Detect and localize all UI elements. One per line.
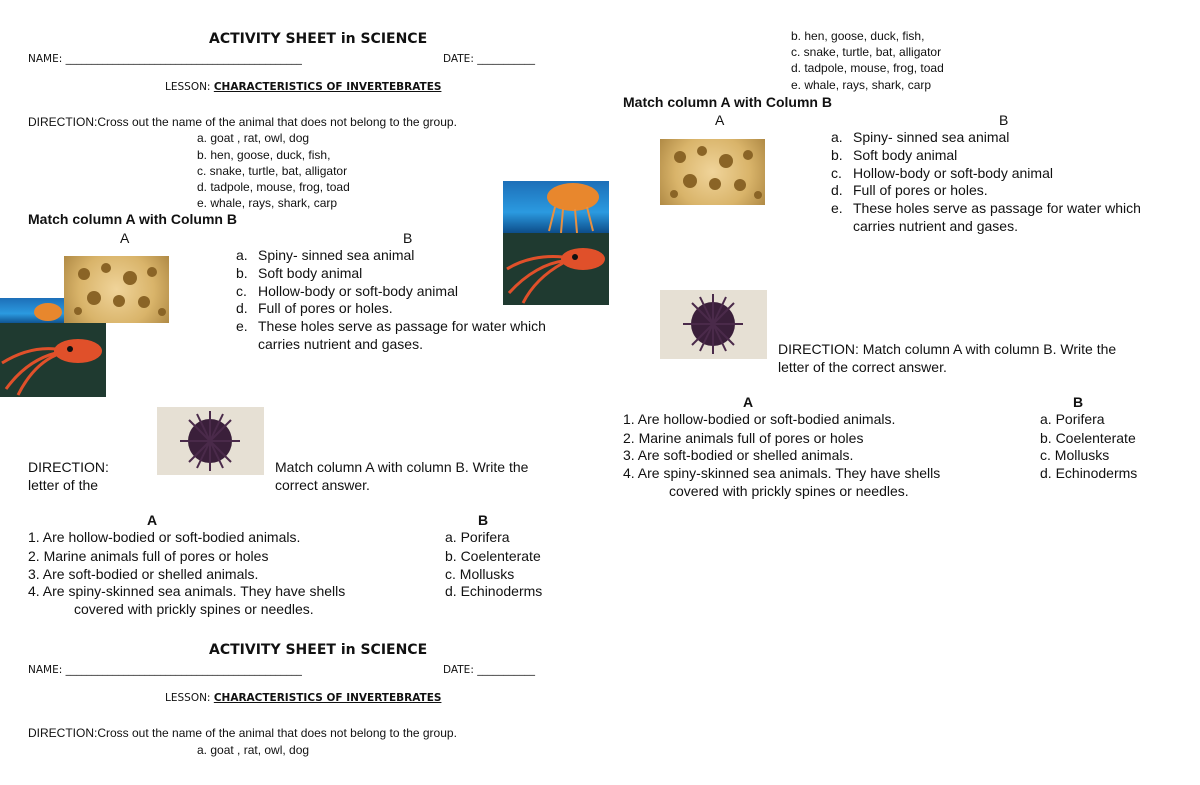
table-b-b: b. Coelenterate — [445, 548, 541, 564]
r-match-item-c — [831, 165, 1053, 181]
group-a: a. goat , rat, owl, dog — [197, 131, 310, 145]
table-b-a: a. Porifera — [445, 529, 510, 545]
direction-cross-out: DIRECTION:Cross out the name of the animal that does not belong to the group. — [28, 115, 457, 129]
r-match-item-a — [831, 129, 1009, 145]
lesson-title: CHARACTERISTICS OF INVERTEBRATES — [213, 692, 442, 704]
r-table-col-a: A — [743, 394, 754, 410]
r-table-b-c: c. Mollusks — [1040, 447, 1110, 463]
name-field[interactable]: NAME: _____________________________________________ — [28, 53, 302, 65]
match-item-d — [236, 300, 393, 316]
r-match-heading: Match column A with Column B — [623, 94, 832, 110]
text: These holes serve as passage for water which — [258, 318, 546, 334]
jellyfish-image — [0, 298, 66, 324]
match-item-e-cont: carries nutrient and gases. — [258, 336, 423, 352]
table-col-b: B — [478, 512, 489, 528]
letter: c. — [236, 283, 247, 299]
date-field[interactable]: DATE: ___________ — [443, 53, 535, 65]
letter: b. — [236, 265, 248, 281]
lesson-prefix: LESSON: — [165, 81, 211, 93]
sea-urchin-image — [157, 407, 264, 475]
r-match-item-b — [831, 147, 957, 163]
text: Full of pores or holes. — [258, 300, 393, 316]
lesson-prefix: LESSON: — [165, 692, 211, 704]
r-table-b-d: d. Echinoderms — [1040, 465, 1138, 481]
lesson-line — [165, 81, 441, 93]
r-table-a-3: 3. Are soft-bodied or shelled animals. — [623, 447, 854, 463]
match-item-a — [236, 247, 414, 263]
table-a-4-cont: covered with prickly spines or needles. — [74, 601, 314, 617]
date-field-2[interactable]: DATE: ___________ — [443, 664, 535, 676]
r-match-item-e-cont: carries nutrient and gases. — [853, 218, 1018, 234]
r-sponge-image — [660, 139, 765, 205]
text: Spiny- sinned sea animal — [258, 247, 415, 263]
r-table-a-1: 1. Are hollow-bodied or soft-bodied animals. — [623, 411, 896, 427]
direction-match-right-2: correct answer. — [275, 477, 370, 493]
text: Hollow-body or soft-body animal — [258, 283, 458, 299]
name-field-2[interactable]: NAME: _____________________________________________ — [28, 664, 302, 676]
r-group-b: b. hen, goose, duck, fish, — [791, 29, 925, 43]
match-item-b — [236, 265, 362, 281]
text: These holes serve as passage for water which — [853, 200, 1141, 216]
letter: a. — [236, 247, 248, 263]
sponge-image — [64, 256, 169, 323]
text: Full of pores or holes. — [853, 182, 988, 198]
table-a-2: 2. Marine animals full of pores or holes — [28, 548, 269, 564]
r-table-a-4-cont: covered with prickly spines or needles. — [669, 483, 909, 499]
text: Soft body animal — [258, 265, 363, 281]
group-e: e. whale, rays, shark, carp — [197, 196, 338, 210]
direction-match-left-2: letter of the — [28, 477, 99, 493]
r-group-c: c. snake, turtle, bat, alligator — [791, 45, 942, 59]
r-table-col-b: B — [1073, 394, 1084, 410]
text: Soft body animal — [853, 147, 958, 163]
r-col-a-label: A — [715, 112, 725, 128]
direction-match-left: DIRECTION: — [28, 459, 109, 475]
r-col-b-label: B — [999, 112, 1009, 128]
direction-match-right: Match column A with column B. Write the — [275, 459, 529, 475]
squid-image — [0, 323, 106, 397]
r-direction-match: DIRECTION: Match column A with column B. Write the — [778, 341, 1117, 357]
group-c: c. snake, turtle, bat, alligator — [197, 164, 348, 178]
letter: b. — [831, 147, 843, 163]
direction-cross-out-2: DIRECTION:Cross out the name of the animal that does not belong to the group. — [28, 726, 457, 740]
text: Spiny- sinned sea animal — [853, 129, 1010, 145]
r-match-item-d — [831, 182, 988, 198]
r-table-a-4: 4. Are spiny-skinned sea animals. They have shells — [623, 465, 941, 481]
r-direction-match-2: letter of the correct answer. — [778, 359, 947, 375]
group-a-2: a. goat , rat, owl, dog — [197, 743, 310, 757]
squid-image-2 — [503, 233, 609, 305]
group-d: d. tadpole, mouse, frog, toad — [197, 180, 350, 194]
letter: d. — [831, 182, 843, 198]
match-item-c — [236, 283, 458, 299]
table-b-d: d. Echinoderms — [445, 583, 543, 599]
table-a-3: 3. Are soft-bodied or shelled animals. — [28, 566, 259, 582]
col-a-label: A — [120, 230, 130, 246]
match-item-e — [236, 318, 546, 334]
match-heading: Match column A with Column B — [28, 211, 237, 227]
r-sea-urchin-image — [660, 290, 767, 359]
r-table-a-2: 2. Marine animals full of pores or holes — [623, 430, 864, 446]
lesson-title: CHARACTERISTICS OF INVERTEBRATES — [213, 81, 442, 93]
r-group-d: d. tadpole, mouse, frog, toad — [791, 61, 944, 75]
sheet-title: ACTIVITY SHEET in SCIENCE — [209, 31, 428, 47]
sheet-title-2: ACTIVITY SHEET in SCIENCE — [209, 642, 428, 658]
letter: e. — [236, 318, 248, 334]
r-table-b-a: a. Porifera — [1040, 411, 1105, 427]
r-table-b-b: b. Coelenterate — [1040, 430, 1136, 446]
group-b: b. hen, goose, duck, fish, — [197, 148, 331, 162]
table-a-1: 1. Are hollow-bodied or soft-bodied animals. — [28, 529, 301, 545]
text: Hollow-body or soft-body animal — [853, 165, 1053, 181]
r-match-item-e — [831, 200, 1141, 216]
letter: a. — [831, 129, 843, 145]
letter: d. — [236, 300, 248, 316]
letter: c. — [831, 165, 842, 181]
lesson-line-2 — [165, 692, 441, 704]
col-b-label: B — [403, 230, 413, 246]
table-b-c: c. Mollusks — [445, 566, 515, 582]
r-group-e: e. whale, rays, shark, carp — [791, 78, 932, 92]
letter: e. — [831, 200, 843, 216]
jellyfish-image-2 — [503, 181, 609, 233]
table-a-4: 4. Are spiny-skinned sea animals. They have shells — [28, 583, 346, 599]
table-col-a: A — [147, 512, 158, 528]
